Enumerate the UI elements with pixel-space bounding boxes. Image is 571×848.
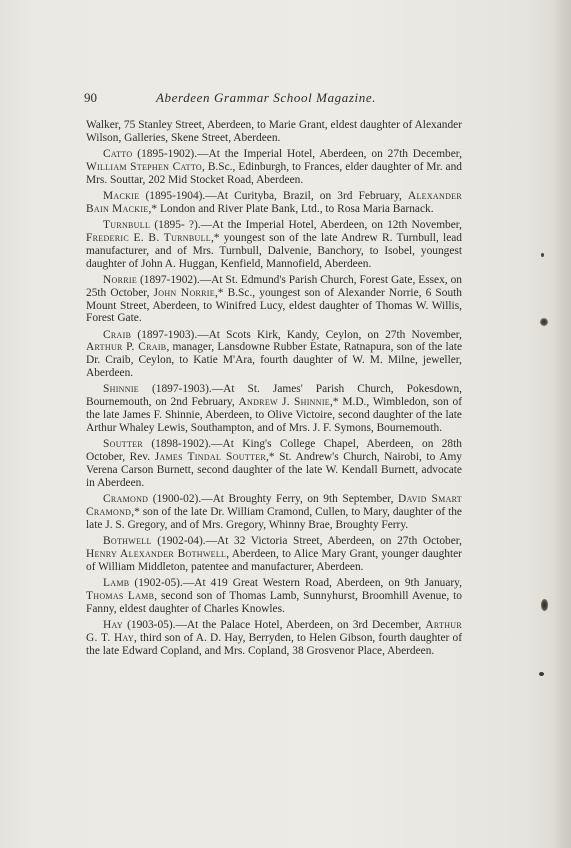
groom-name: Frederic E. B. Turnbull [86, 231, 211, 244]
groom-name: Arthur G. T. Hay [86, 618, 462, 644]
notice-text: Walker, 75 Stanley Street, Aberdeen, to Marie Grant, eldest daughter of Alexander Wilson, Galleries, Skene Street, Aberdeen. [86, 119, 462, 144]
notice-surname: Hay [103, 618, 123, 631]
binding-hole-mark [541, 599, 548, 611]
notice-entry-walker-continued [86, 119, 462, 145]
notice-text: , manager, Lansdowne Rubber Estate, Ratnapura, son of the late Dr. Craib, Ceylon, to Katie M'Ara, fourth daughter of W. M. Milne, jeweller, Aberdeen. [86, 341, 463, 380]
notice-head: (1902-04).—At 32 Victoria Street, Aberdeen, on 27th October, [151, 534, 462, 547]
notice-head: (1895- ?).—At the Imperial Hotel, Aberdeen, on 12th November, [150, 218, 462, 231]
notice-entry-mackie [86, 190, 462, 216]
notice-text: ,* son of the late Dr. William Cramond, Cullen, to Mary, daughter of the late J. S. Gregory, and of Mrs. Gregory, Whinny Brae, Broughty Ferry. [86, 505, 462, 531]
binding-hole-mark [541, 253, 544, 257]
notice-head: (1898-1902).—At King's College Chapel, Aberdeen, on 28th October, Rev. [86, 438, 462, 464]
notice-entry-bothwell [86, 535, 462, 574]
notice-surname: Soutter [103, 438, 143, 451]
groom-name: William Stephen Catto [86, 160, 202, 173]
page-edge-shadow [553, 0, 571, 848]
notice-text: , third son of A. D. Hay, Berryden, to Helen Gibson, fourth daughter of the late Edward Copland, and Mrs. Copland, 38 Grosvenor Place, Aberdeen. [86, 631, 462, 657]
notice-surname: Craib [103, 328, 132, 341]
notice-head: (1897-1903).—At Scots Kirk, Kandy, Ceylon, on 27th November, [131, 328, 462, 341]
notice-text: ,* London and River Plate Bank, Ltd., to Rosa Maria Barnack. [148, 202, 434, 215]
notice-text: , second son of Thomas Lamb, Sunnyhurst, Broomhill Avenue, to Fanny, eldest daughter of Charles Knowles. [86, 589, 463, 615]
notice-text: ,* M.D., Wimbledon, son of the late James F. Shinnie, Aberdeen, to Olive Victoire, second daughter of the late Arthur Whaley Lewis, Southampton, and of Mrs. J. F. Symons, Bournemouth. [86, 396, 462, 435]
notice-entry-catto [86, 148, 462, 187]
notice-text: , B.Sc., Edinburgh, to Frances, elder daughter of Mr. and Mrs. Souttar, 202 Mid Stocket Road, Aberdeen. [86, 160, 462, 186]
notice-entry-soutter [86, 438, 462, 490]
notice-surname: Lamb [103, 576, 130, 589]
notice-text: ,* youngest son of the late Andrew R. Turnbull, lead manufacturer, and of Mrs. Turnbull, Dalvenie, Banchory, to Isobel, youngest daughter of John A. Huggan, Kenfield, Mannofield, Aberdeen. [86, 231, 462, 270]
notice-entry-craib [86, 329, 462, 381]
notice-text: ,* B.Sc., youngest son of Alexander Norrie, 6 South Mount Street, Aberdeen, to Winifred Lucy, eldest daughter of Thomas W. Willis, Forest Gate. [86, 286, 462, 325]
binding-hole-mark [540, 318, 548, 326]
notice-text: ,* St. Andrew's Church, Nairobi, to Amy Verena Carson Burnett, second daughter of the late W. Kendall Burnett, advocate in Aberdeen. [86, 451, 463, 489]
marriage-notices [86, 119, 462, 661]
notice-head: (1897-1903).—At St. James' Parish Church, Pokesdown, Bournemouth, on 2nd February, [86, 383, 462, 409]
notice-head: (1902-05).—At 419 Great Western Road, Aberdeen, on 9th January, [129, 576, 462, 589]
groom-name: David Smart Cramond [86, 492, 462, 518]
page-number: 90 [84, 90, 97, 105]
notice-surname: Bothwell [103, 534, 152, 547]
running-title: Aberdeen Grammar School Magazine. [156, 90, 377, 105]
notice-surname: Catto [103, 148, 133, 160]
notice-head: (1900-02).—At Broughty Ferry, on 9th September, [148, 492, 398, 505]
binding-hole-mark [539, 672, 544, 676]
notice-surname: Cramond [103, 492, 149, 505]
notice-entry-norrie [86, 274, 462, 326]
groom-name: Alexander Bain Mackie [86, 189, 462, 215]
notice-entry-turnbull [86, 219, 462, 271]
page-header [84, 90, 454, 108]
notice-head: (1895-1904).—At Curityba, Brazil, on 3rd February, [139, 189, 408, 202]
notice-entry-cramond [86, 493, 462, 532]
groom-name: John Norrie [153, 286, 215, 299]
groom-name: Andrew J. Shinnie [238, 396, 330, 409]
groom-name: James Tindal Soutter [154, 451, 267, 464]
notice-text: , Aberdeen, to Alice Mary Grant, younger daughter of William Middleton, patentee and manufacturer, Aberdeen. [86, 547, 462, 573]
groom-name: Arthur P. Craib [86, 341, 167, 354]
groom-name: Thomas Lamb [86, 589, 155, 602]
notice-entry-lamb [86, 577, 462, 616]
notice-surname: Mackie [103, 189, 140, 202]
notice-head: (1897-1902).—At St. Edmund's Parish Church, Forest Gate, Essex, on 25th October, [86, 273, 462, 299]
notice-entry-hay [86, 619, 462, 658]
notice-surname: Turnbull [103, 218, 151, 231]
notice-head: (1903-05).—At the Palace Hotel, Aberdeen, on 3rd December, [122, 618, 426, 631]
notice-surname: Norrie [103, 273, 138, 286]
notice-entry-shinnie [86, 383, 462, 435]
notice-surname: Shinnie [103, 383, 139, 396]
groom-name: Henry Alexander Bothwell [86, 547, 227, 560]
notice-head: (1895-1902).—At the Imperial Hotel, Aberdeen, on 27th December, [132, 148, 462, 160]
